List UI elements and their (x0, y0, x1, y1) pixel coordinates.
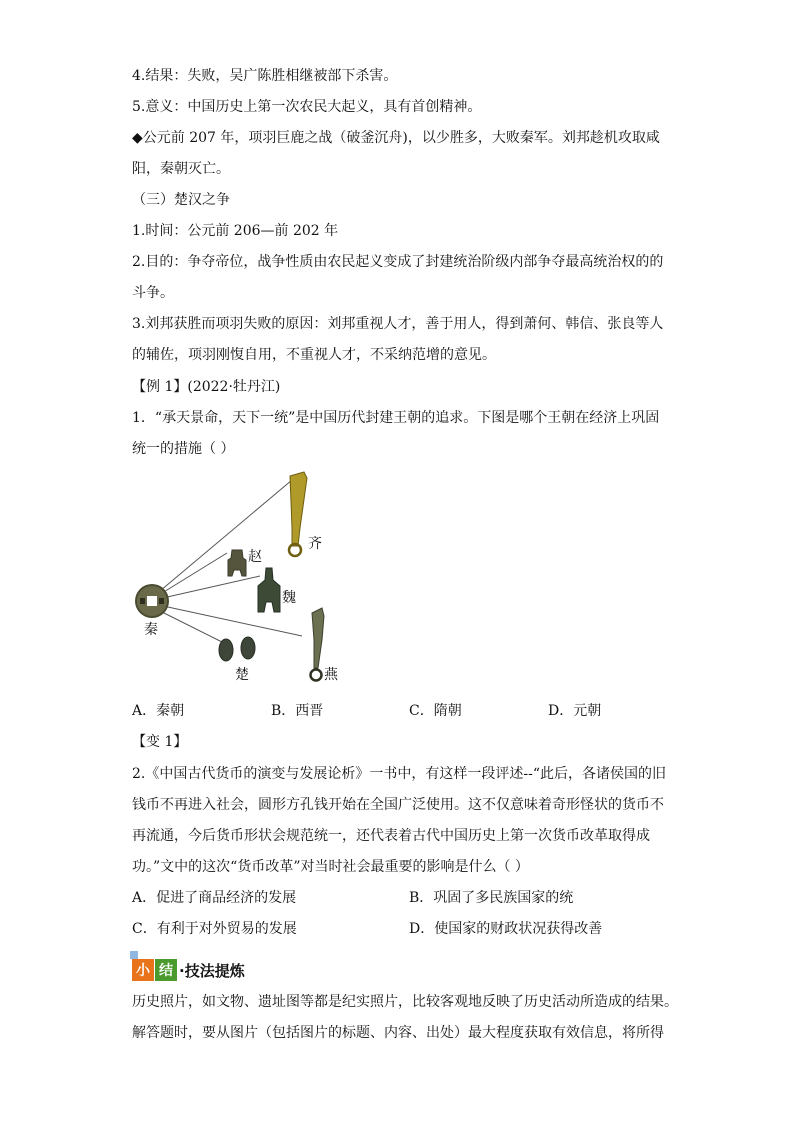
reason-line: 3.刘邦获胜而项羽失败的原因：刘邦重视人才，善于用人，得到萧何、韩信、张良等人 (132, 316, 664, 332)
label-chu: 楚 (235, 667, 249, 683)
label-yan: 燕 (324, 667, 338, 683)
wei-spade-coin-icon (258, 568, 280, 612)
purpose-line-cont: 斗争。 (132, 285, 174, 301)
badge-char-2: 结 (159, 963, 173, 979)
q2-option-b[interactable]: B．巩固了多民族国家的统 (409, 890, 574, 906)
q1-option-b[interactable]: B．西晋 (271, 703, 324, 719)
line-to-chu (154, 608, 224, 643)
chu-antnose-coin-icon (219, 637, 255, 661)
q2-option-a[interactable]: A．促进了商品经济的发展 (132, 890, 297, 906)
qin-banliang-coin-icon (135, 584, 169, 618)
julu-battle-line-cont: 阳，秦朝灭亡。 (132, 161, 230, 177)
q1-option-a[interactable]: A．秦朝 (132, 703, 185, 719)
badge-corner-decoration (130, 951, 138, 959)
time-line: 1.时间：公元前 206—前 202 年 (132, 223, 339, 239)
summary-badge (132, 958, 245, 982)
reason-line-cont: 的辅佐，项羽刚愎自用，不重视人才，不采纳范增的意见。 (132, 347, 496, 363)
label-zhao: 赵 (248, 549, 262, 565)
question-2-cont-3: 功。”文中的这次“货币改革”对当时社会最重要的影响是什么（ ） (132, 859, 529, 875)
question-2: 2.《中国古代货币的演变与发展论析》一书中，有这样一段评述--“此后，各诸侯国的旧 (132, 766, 666, 782)
coin-unification-figure (132, 468, 362, 690)
badge-char-small (132, 959, 154, 981)
section-heading: （三）楚汉之争 (132, 192, 230, 208)
badge-char-1: 小 (136, 963, 150, 979)
question-1-cont: 统一的措施（ ） (132, 441, 235, 457)
julu-battle-line: ◆公元前 207 年，项羽巨鹿之战（破釜沉舟)，以少胜多，大败秦军。刘邦趁机攻取咸 (132, 130, 660, 146)
question-2-cont-2: 再流通，今后货币形状会规范统一，还代表着古代中国历史上第一次货币改革取得成 (132, 828, 650, 844)
technique-text: 历史照片，如文物、遗址图等都是纪实照片，比较客观地反映了历史活动所造成的结果。 (132, 994, 678, 1010)
variant-label: 【变 1】 (132, 734, 188, 750)
q1-option-c[interactable]: C．隋朝 (409, 703, 462, 719)
q2-option-c[interactable]: C．有利于对外贸易的发展 (132, 921, 297, 937)
yan-knife-coin-icon (311, 608, 325, 681)
label-qi: 齐 (308, 536, 322, 552)
technique-text-cont: 解答题时，要从图片（包括图片的标题、内容、出处）最大程度获取有效信息，将所得 (132, 1025, 664, 1041)
label-wei: 魏 (282, 590, 296, 606)
question-2-cont-1: 钱币不再进入社会，圆形方孔钱开始在全国广泛使用。这不仅意味着奇形怪状的货币不 (132, 797, 664, 813)
example-label: 【例 1】(2022·牡丹江) (132, 379, 281, 395)
q1-option-d[interactable]: D．元朝 (548, 703, 602, 719)
significance-line: 5.意义：中国历史上第一次农民大起义，具有首创精神。 (132, 99, 482, 115)
purpose-line: 2.目的：争夺帝位，战争性质由农民起义变成了封建统治阶级内部争夺最高统治权的的 (132, 254, 664, 270)
result-line: 4.结果：失败，吴广陈胜相继被部下杀害。 (132, 68, 398, 84)
badge-char-summary (155, 959, 177, 981)
q2-option-d[interactable]: D．使国家的财政状况获得改善 (409, 921, 603, 937)
label-qin: 秦 (144, 622, 158, 638)
badge-title: ·技法提炼 (179, 961, 245, 980)
zhao-spade-coin-icon (228, 550, 246, 576)
qi-knife-coin-icon (289, 472, 307, 556)
question-1: 1．“承天景命，天下一统”是中国历代封建王朝的追求。下图是哪个王朝在经济上巩固 (132, 410, 660, 426)
